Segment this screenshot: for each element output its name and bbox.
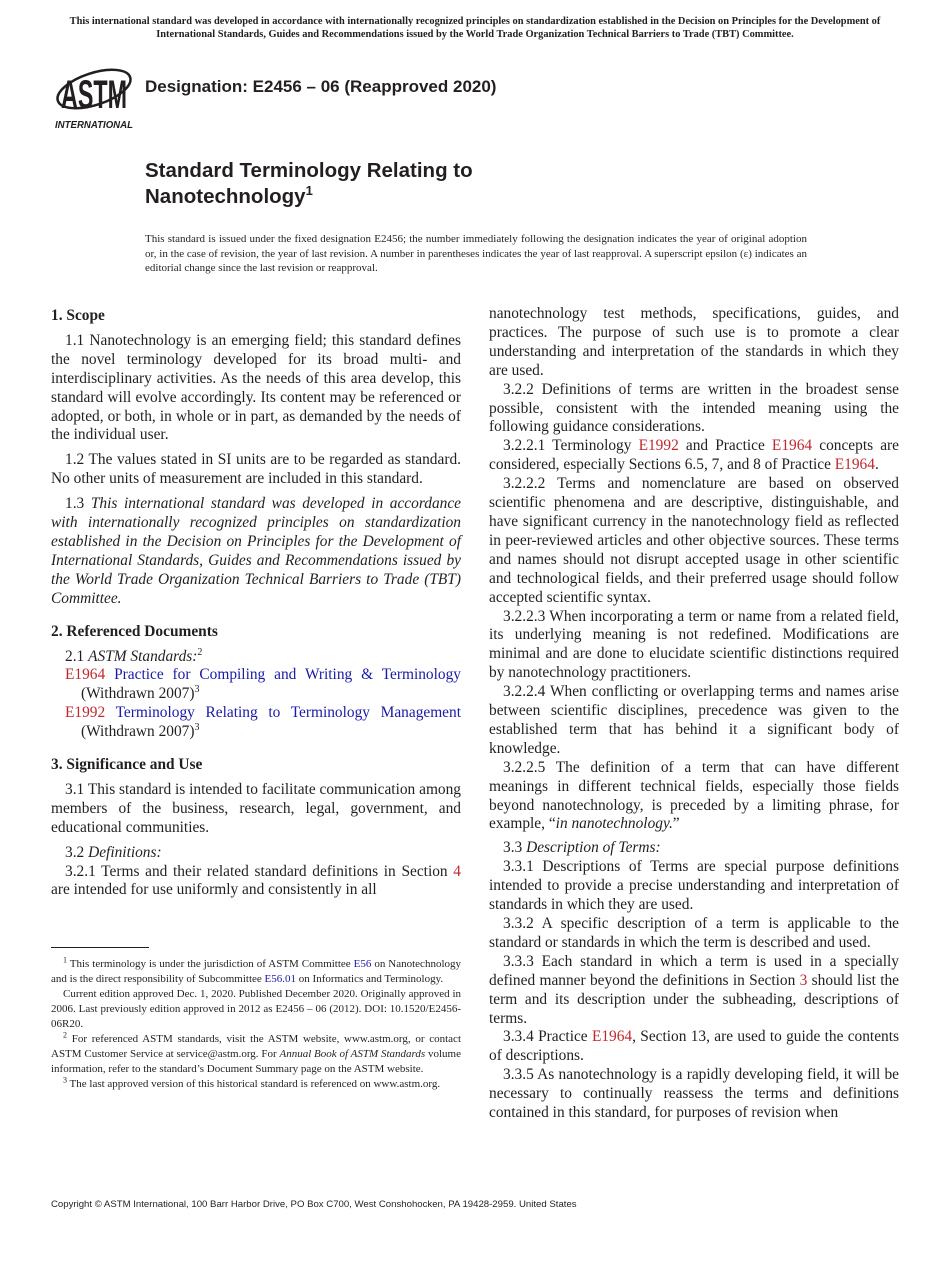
text-segment: . <box>874 456 879 474</box>
text-segment: are intended for use uniformly and consistently in all <box>51 881 377 899</box>
reference-link[interactable]: E56 <box>353 958 372 970</box>
text-segment: on Informatics and Terminology. <box>296 973 444 985</box>
text-segment: This terminology is under the jurisdiction of ASTM Committee <box>67 958 354 970</box>
copyright-footer: Copyright © ASTM International, 100 Barr Harbor Drive, PO Box C700, West Conshohocken, PA 19428-2959. United States <box>51 1199 577 1210</box>
text-segment: volume information, refer to the standard’s Document Summary page on the ASTM website. <box>51 1048 461 1075</box>
title-line-2: Nanotechnology <box>145 185 306 208</box>
paragraph <box>51 781 461 838</box>
text-segment: 3.3.1 Descriptions of Terms are special purpose definitions intended to provide a precise understanding and interpretation of standards in which they are used. <box>489 858 899 914</box>
paragraph <box>51 863 461 901</box>
paragraph <box>489 759 899 835</box>
section-heading <box>51 307 461 326</box>
text-segment: nanotechnology test methods, specifications, guides, and practices. The purpose of such use is to promote a clear understanding and interpretation of the standards in which they are used. <box>489 305 899 379</box>
text-segment: (Withdrawn 2007) <box>81 685 195 703</box>
text-segment: 3.3.2 A specific description of a term is applicable to the standard or standards in which the term is described and used. <box>489 915 899 951</box>
text-segment: This international standard was developed in accordance with internationally recognized principles on standardization established in the Decision on Principles for the Development of International Standards, Guides and Recommendations issued by the World Trade Organization Technical Barriers to Trade (TBT) Committee. <box>51 495 461 607</box>
footnote <box>51 957 461 987</box>
paragraph <box>51 332 461 445</box>
reference-link[interactable]: E1964 <box>65 666 106 684</box>
text-segment <box>105 704 115 721</box>
text-segment: 3.3.3 Each standard in which a term is used in a specially defined manner beyond the definitions in Section <box>489 952 899 989</box>
section-heading <box>51 756 461 775</box>
standard-notice: This international standard was developed in accordance with internationally recognized principles on standardization established in the Decision on Principles for the Development of International Standards, Guides and Recommendations issued by the World Trade Organization Technical Barriers to Trade (TBT) Committee. <box>69 16 881 40</box>
paragraph <box>489 683 899 759</box>
footnote <box>51 1032 461 1077</box>
text-segment: (Withdrawn 2007) <box>81 723 195 741</box>
reference-link[interactable]: E1964 <box>834 456 875 474</box>
footnote-ref[interactable]: 2 <box>63 1030 67 1040</box>
text-segment: 3.2.2 Definitions of terms are written in the broadest sense possible, consistent with the intended meaning using the following guidance considerations. <box>489 380 899 436</box>
text-segment: 3.2 <box>65 843 89 861</box>
text-segment: 1.1 Nanotechnology is an emerging field; this standard defines the novel terminology developed for its broad multi- and interdisciplinary activities. As the needs of this area develop, this standard will evolve accordingly. Its content may be referenced or adopted, or both, in whole or in part, as demanded by the needs of the individual user. <box>51 331 461 444</box>
text-segment: 1. Scope <box>51 307 105 324</box>
document-title <box>145 158 473 210</box>
text-segment: ” <box>672 815 680 833</box>
paragraph <box>51 844 461 863</box>
text-segment: 3.3 <box>503 839 527 857</box>
text-segment: 3.2.2.3 When incorporating a term or name from a related field, its underlying meaning is not redefined. Modifications are minimal and are done to elucidate scientific distinctions required by nanotechnology practitioners. <box>489 607 899 682</box>
footnote <box>51 1077 461 1092</box>
paragraph <box>489 305 899 381</box>
reference-link[interactable]: 4 <box>453 862 461 880</box>
paragraph <box>489 381 899 438</box>
paragraph <box>489 1066 899 1123</box>
reference-link[interactable]: E1964 <box>591 1028 633 1046</box>
text-segment: , Section 13, are used to guide the contents of descriptions. <box>489 1028 899 1065</box>
footnote-ref[interactable]: 2 <box>197 646 203 658</box>
text-segment: 3.2.2.2 Terms and nomenclature are based on observed scientific phenomena and are descriptive, distinguishable, and have significant currency in the nanotechnology field as reflected in peer-reviewed articles and other objective sources. These terms and names should not disrupt accepted usage in other scientific and technological fields, and their preferred usage should follow accepted scientific syntax. <box>489 475 899 606</box>
title-footnote-ref[interactable]: 1 <box>305 183 313 199</box>
astm-logo <box>53 56 135 132</box>
footnote-divider <box>51 947 149 948</box>
text-segment: 1.3 <box>65 495 91 513</box>
footnote-ref[interactable]: 3 <box>194 722 200 733</box>
text-segment: on Nanotechnology and is the direct responsibility of Subcommittee <box>51 958 461 985</box>
svg-text:INTERNATIONAL: INTERNATIONAL <box>55 120 133 131</box>
reference-link[interactable]: E1992 <box>65 704 106 722</box>
footnote-ref[interactable]: 3 <box>194 684 200 696</box>
text-segment: should list the term and its description under the subheading, descriptions of terms. <box>489 971 899 1027</box>
section-heading <box>51 623 461 642</box>
referenced-document <box>51 666 461 704</box>
reference-link[interactable]: E1992 <box>638 437 679 455</box>
text-segment: Description of Terms: <box>526 839 661 857</box>
paragraph <box>489 839 899 858</box>
reference-link[interactable]: 3 <box>799 971 808 989</box>
footnotes <box>51 957 461 1092</box>
text-segment: concepts are considered, especially Sections 6.5, 7, and 8 of Practice <box>489 437 899 474</box>
paragraph <box>489 608 899 684</box>
footnote-ref[interactable]: 3 <box>63 1075 67 1085</box>
text-segment: 3.3.4 Practice <box>503 1028 592 1046</box>
paragraph <box>489 858 899 915</box>
text-segment: 3.3.5 As nanotechnology is a rapidly developing field, it will be necessary to continually reassess the terms and definitions contained in this standard, for purposes of revision when <box>489 1066 899 1122</box>
reference-link[interactable]: E1964 <box>771 437 813 455</box>
text-segment: Definitions: <box>88 843 162 861</box>
paragraph <box>489 475 899 607</box>
paragraph <box>51 495 461 608</box>
reference-link[interactable]: E56.01 <box>264 973 297 985</box>
svg-text:ASTM: ASTM <box>61 73 127 117</box>
text-segment: 3.2.2.5 The definition of a term that can have different meanings in different technical fields, especially those fields beyond nanotechnology, is preceded by a limiting phrase, for example, “ <box>489 758 899 833</box>
text-segment: in nanotechnology. <box>555 815 673 833</box>
reference-link[interactable]: Terminology Relating to Terminology Management <box>115 704 461 722</box>
footnote <box>51 987 461 1032</box>
designation: Designation: E2456 – 06 (Reapproved 2020) <box>145 77 497 96</box>
paragraph <box>51 451 461 489</box>
text-segment <box>105 666 114 683</box>
paragraph <box>51 648 461 667</box>
text-segment: Annual Book of ASTM Standards <box>279 1048 426 1060</box>
footnote-ref[interactable]: 1 <box>63 955 67 965</box>
title-line-1: Standard Terminology Relating to <box>145 159 473 182</box>
text-segment: 3.2.2.1 Terminology <box>503 437 639 455</box>
paragraph <box>489 953 899 1029</box>
text-segment: 1.2 The values stated in SI units are to be regarded as standard. No other units of measurement are included in this standard. <box>51 451 461 488</box>
paragraph <box>489 915 899 953</box>
text-segment: 3. Significance and Use <box>51 756 203 774</box>
reference-link[interactable]: Practice for Compiling and Writing & Terminology <box>114 666 461 684</box>
text-segment: 3.2.2.4 When conflicting or overlapping terms and names arise between scientific disciplines, precedence was given to the established term that has behind it a significant body of knowledge. <box>489 683 899 757</box>
left-column <box>51 307 461 906</box>
right-column <box>489 305 899 1123</box>
text-segment: 3.2.1 Terms and their related standard definitions in Section <box>65 862 454 880</box>
referenced-document <box>51 704 461 742</box>
paragraph <box>489 1028 899 1066</box>
text-segment: For referenced ASTM standards, visit the ASTM website, www.astm.org, or contact ASTM Customer Service at service@astm.org. For <box>51 1033 461 1060</box>
text-segment: and Practice <box>678 437 772 455</box>
text-segment: ASTM Standards: <box>88 647 198 665</box>
text-segment: 2.1 <box>65 647 89 665</box>
text-segment: 3.1 This standard is intended to facilitate communication among members of the business, research, legal, government, and educational communities. <box>51 780 461 836</box>
paragraph <box>489 437 899 475</box>
text-segment: Current edition approved Dec. 1, 2020. Published December 2020. Originally approved in 2006. Last previously edition approved in 2012 as E2456 – 06 (2012). DOI: 10.1520/E2456-06R20. <box>51 988 461 1030</box>
text-segment: 2. Referenced Documents <box>51 622 218 640</box>
text-segment: The last approved version of this historical standard is referenced on www.astm.org. <box>67 1078 441 1090</box>
issuance-note: This standard is issued under the fixed designation E2456; the number immediately following the designation indicates the year of original adoption or, in the case of revision, the year of last revision. A number in parentheses indicates the year of last reapproval. A superscript epsilon (ε) indicates an editorial change since the last revision or reapproval. <box>145 233 807 274</box>
